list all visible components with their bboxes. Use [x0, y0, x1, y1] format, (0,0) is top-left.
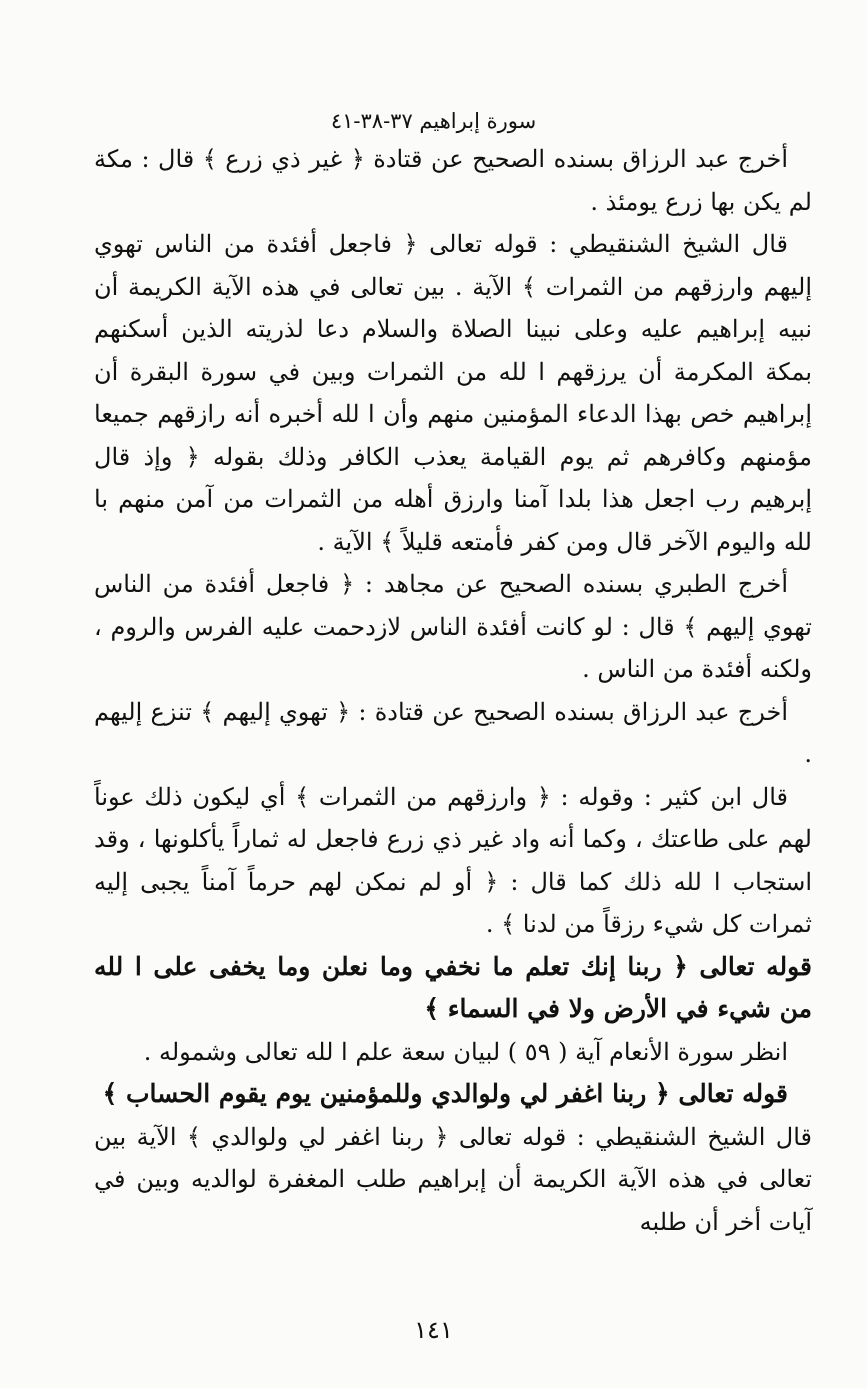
- verse-heading-41: قوله تعالى ﴿ ربنا اغفر لي ولوالدي وللمؤمنين يوم يقوم الحساب ﴾: [102, 1079, 788, 1108]
- paragraph-tabari-mujahid: أخرج الطبري بسنده الصحيح عن مجاهد : ﴿ فاجعل أفئدة من الناس تهوي إليهم ﴾ قال : لو كانت أفئدة الناس لازدحمت عليه الفرس والروم ، ولكنه أفئدة من الناس .: [94, 570, 812, 683]
- paragraph-abdulrazzaq-qatada-2: أخرج عبد الرزاق بسنده الصحيح عن قتادة : ﴿ تهوي إليهم ﴾ تنزع إليهم .: [94, 697, 812, 768]
- page-body: [94, 138, 812, 1243]
- running-header: سورة إبراهيم ٣٧-٣٨-٤١: [330, 109, 537, 133]
- paragraph-shinqiti-2: قال الشيخ الشنقيطي : قوله تعالى ﴿ ربنا اغفر لي ولوالدي ﴾ الآية بين تعالى في هذه الآية الكريمة أن إبراهيم طلب المغفرة لوالديه وبين في آيات أخر أن طلبه: [94, 1122, 812, 1236]
- paragraph-ibn-kathir: قال ابن كثير : وقوله : ﴿ وارزقهم من الثمرات ﴾ أي ليكون ذلك عوناً لهم على طاعتك ، وكما أنه واد غير ذي زرع فاجعل له ثماراً يأكلونها ، وقد استجاب ا لله ذلك كما قال : ﴿ أو لم نمكن لهم حرماً آمناً يجبى إليه ثمرات كل شيء رزقاً من لدنا ﴾ .: [94, 782, 812, 938]
- paragraph-anam-reference: انظر سورة الأنعام آية ( ٥٩ ) لبيان سعة علم ا لله تعالى وشموله .: [143, 1037, 788, 1066]
- page-number: ١٤١: [414, 1316, 453, 1344]
- paragraph-shinqiti-1: قال الشيخ الشنقيطي : قوله تعالى ﴿ فاجعل أفئدة من الناس تهوي إليهم وارزقهم من الثمرات ﴾ الآية . بين تعالى في هذه الآية الكريمة أن نبيه إبراهيم عليه وعلى نبينا الصلاة والسلام دعا لذريته الذين أسكنهم بمكة المكرمة أن يرزقهم ا لله من الثمرات وبين في سورة البقرة أن إبراهيم خص بهذا الدعاء المؤمنين منهم وأن ا لله أخبره أنه رازقهم جميعا مؤمنهم وكافرهم ثم يوم القيامة يعذب الكافر وذلك بقوله ﴿ وإذ قال إبرهيم رب اجعل هذا بلدا آمنا وارزق أهله من الثمرات من آمن منهم با لله واليوم الآخر قال ومن كفر فأمتعه قليلاً ﴾ الآية .: [94, 230, 812, 556]
- paragraph-abdulrazzaq-qatada-1: أخرج عبد الرزاق بسنده الصحيح عن قتادة ﴿ غير ذي زرع ﴾ قال : مكة لم يكن بها زرع يومئذ .: [94, 145, 812, 216]
- verse-heading-38: قوله تعالى ﴿ ربنا إنك تعلم ما نخفي وما نعلن وما يخفى على ا لله من شيء في الأرض ولا في السماء ﴾: [94, 951, 812, 1023]
